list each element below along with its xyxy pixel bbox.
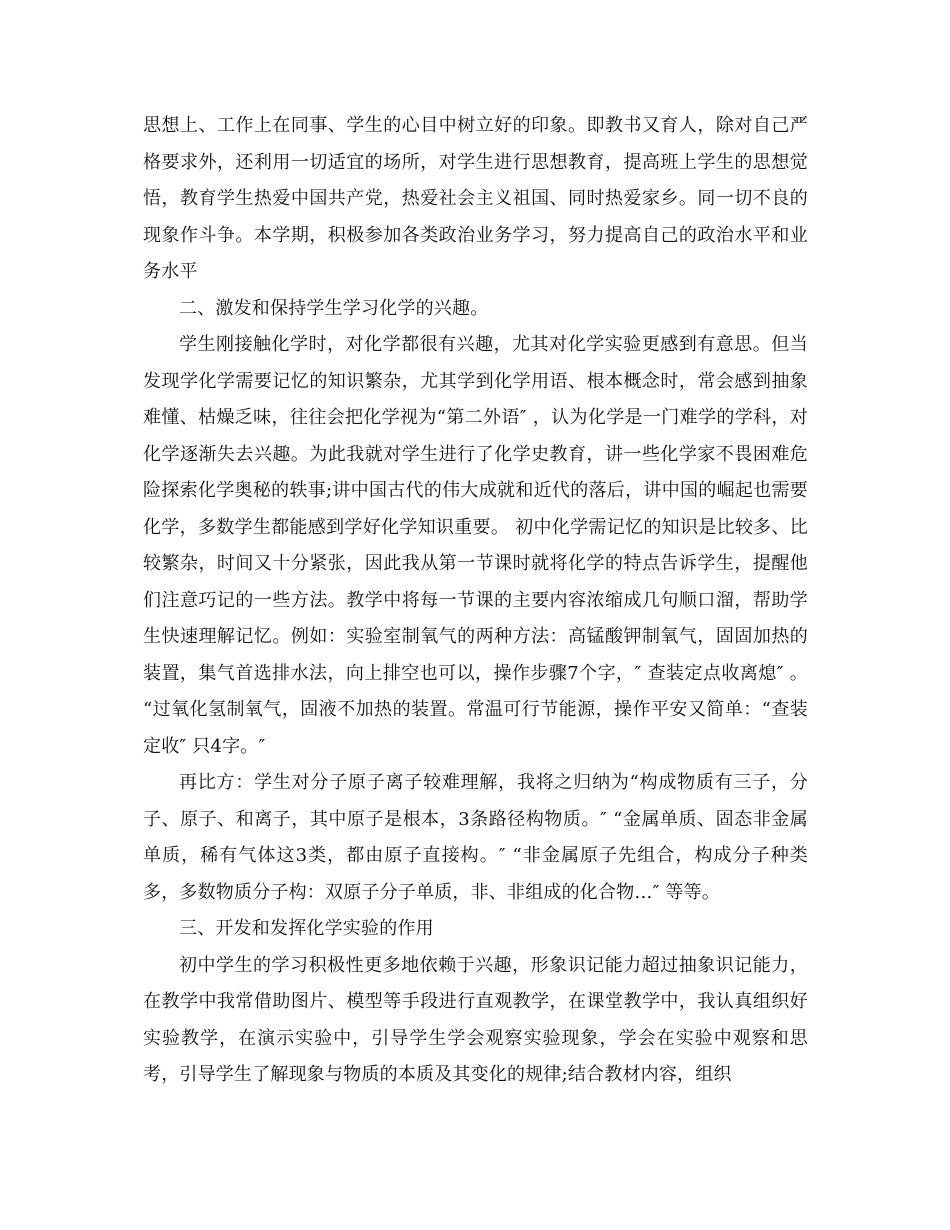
- paragraph-ideology: 思想上、工作上在同事、学生的心目中树立好的印象。即教书又育人，除对自己严格要求外，还利用一切适宜的场所，对学生进行思想教育，提高班上学生的思想觉悟，教育学生热爱中国共产党，热爱社会主义祖国、同时热爱家乡。同一切不良的现象作斗争。本学期，积极参加各类政治业务学习，努力提高自己的政治水平和业务水平: [143, 115, 808, 282]
- section-heading-interest: 二、激发和保持学生学习化学的兴趣。: [179, 297, 489, 319]
- paragraph-experiment: 初中学生的学习积极性更多地依赖于兴趣，形象识记能力超过抽象识记能力，在教学中我常借助图片、模型等手段进行直观教学，在课堂教学中，我认真组织好实验教学，在演示实验中，引导学生学会观察实验现象，学会在实验中观察和思考，引导学生了解现象与物质的本质及其变化的规律;结合教材内容，组织: [143, 954, 808, 1085]
- document-body: [143, 108, 808, 1094]
- paragraph-interest: 学生刚接触化学时，对化学都很有兴趣，尤其对化学实验更感到有意思。但当发现学化学需要记忆的知识繁杂，尤其学到化学用语、根本概念时，常会感到抽象难懂、枯燥乏味，往往会把化学视为“第二外语″ ，认为化学是一门难学的学科，对化学逐渐失去兴趣。为此我就对学生进行了化学史教育，讲一些化学家不畏困难危险探索化学奥秘的轶事;讲中国古代的伟大成就和近代的落后，讲中国的崛起也需要化学，多数学生都能感到学好化学知识重要。 初中化学需记忆的知识是比较多、比较繁杂，时间又十分紧张，因此我从第一节课时就将化学的特点告诉学生，提醒他们注意巧记的一些方法。教学中将每一节课的主要内容浓缩成几句顺口溜，帮助学生快速理解记忆。例如：实验室制氧气的两种方法：高锰酸钾制氧气，固固加热的装置，集气首选排水法，向上排空也可以，操作步骤7个字，″ 查装定点收离熄″ 。 “过氧化氢制氧气，固液不加热的装置。常温可行节能源，操作平安又简单：“查装定收″ 只4字。″: [143, 334, 808, 757]
- section-heading-experiment: 三、开发和发挥化学实验的作用: [179, 918, 434, 939]
- paragraph-example: 再比方：学生对分子原子离子较难理解，我将之归纳为“构成物质有三子，分子、原子、和离子，其中原子是根本，3条路径构物质。″ “金属单质、固态非金属单质，稀有气体这3类，都由原子直接构。″ “非金属原子先组合，构成分子种类多，多数物质分子构：双原子分子单质，非、非组成的化合物…″ 等等。: [143, 772, 808, 903]
